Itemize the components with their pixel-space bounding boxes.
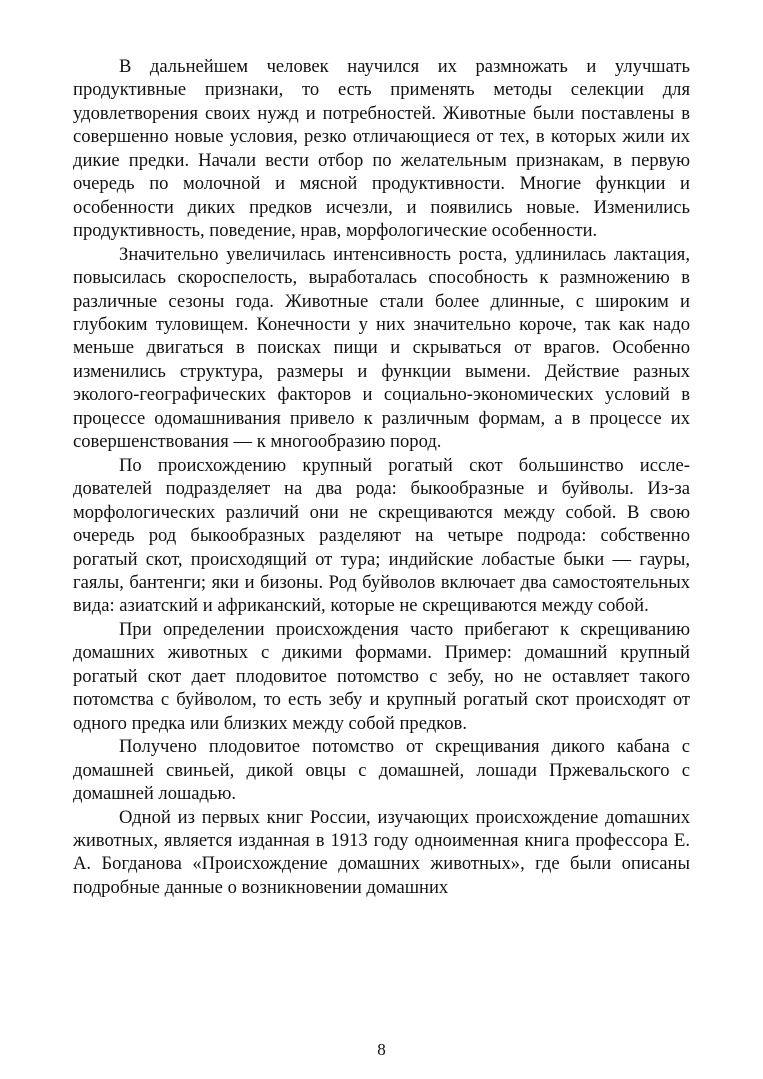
paragraph-5: Получено плодовитое потомство от скрещивания дикого кабана с домашней свиньей, дикой овцы с домашней, лошади Пржевальского с домашней лошадью. — [73, 736, 690, 805]
paragraph-4: При определении происхождения часто прибегают к скрещиванию домашних животных с дикими формами. Пример: домашний крупный рогатый скот дает плодовитое потомство с зебу, но не оставляет такого потомства с буйволом, то есть зебу и крупный рогатый скот происходят от одного предка или близких между собой предков. — [73, 618, 690, 734]
paragraph-1: В дальнейшем человек научился их размножать и улучшать продуктивные признаки, то есть применять методы селекции для удовлетворения своих нужд и потребностей. Животные были поставлены в совершенно новые условия, резко отличающиеся от тех, в которых жили их дикие предки. Начали вести отбор по желательным признакам, в первую очередь по молочной и мясной продуктивности. Многие функции и особенности диких предков исчезли, и появились новые. Изменились продуктивность, поведение, нрав, морфологические особенности. — [73, 56, 690, 242]
page-number: 8 — [377, 1040, 386, 1059]
paragraph-3: По происхождению крупный рогатый скот большинство исследователей подразделяет на два рода: быкообразные и буйволы. Из-за морфологических различий они не скрещиваются между собой. В свою очередь род быкообразных разделяют на четыре подрода: собственно рогатый скот, происходящий от тура; индийские лобастые быки — гауры, гаялы, бантенги; яки и бизоны. Род буйволов включает два самостоятельных вида: азиатский и африканский, которые не скрещиваются между собой. — [73, 454, 690, 617]
paragraph-6: Одной из первых книг России, изучающих происхождение доmашних животных, является изданная в 1913 году одноименная книга профессора Е. А. Богданова «Происхождение домашних животных», где были описаны подробные данные о возникновении домашних — [73, 806, 690, 898]
paragraph-2: Значительно увеличилась интенсивность роста, удлинилась лактация, повысилась скороспелость, выработалась способность к размножению в различные сезоны года. Животные стали более длинные, с широким и глубоким туловищем. Конечности у них значительно короче, так как надо меньше двигаться в поисках пищи и скрываться от врагов. Особенно изменились структура, размеры и функции вымени. Действие разных эколого-географических факторов и социально-экономических условий в процессе одомашнивания привело к различным формам, а в процессе их совершенствования — к многообразию пород. — [73, 243, 690, 453]
page-body — [73, 55, 690, 899]
